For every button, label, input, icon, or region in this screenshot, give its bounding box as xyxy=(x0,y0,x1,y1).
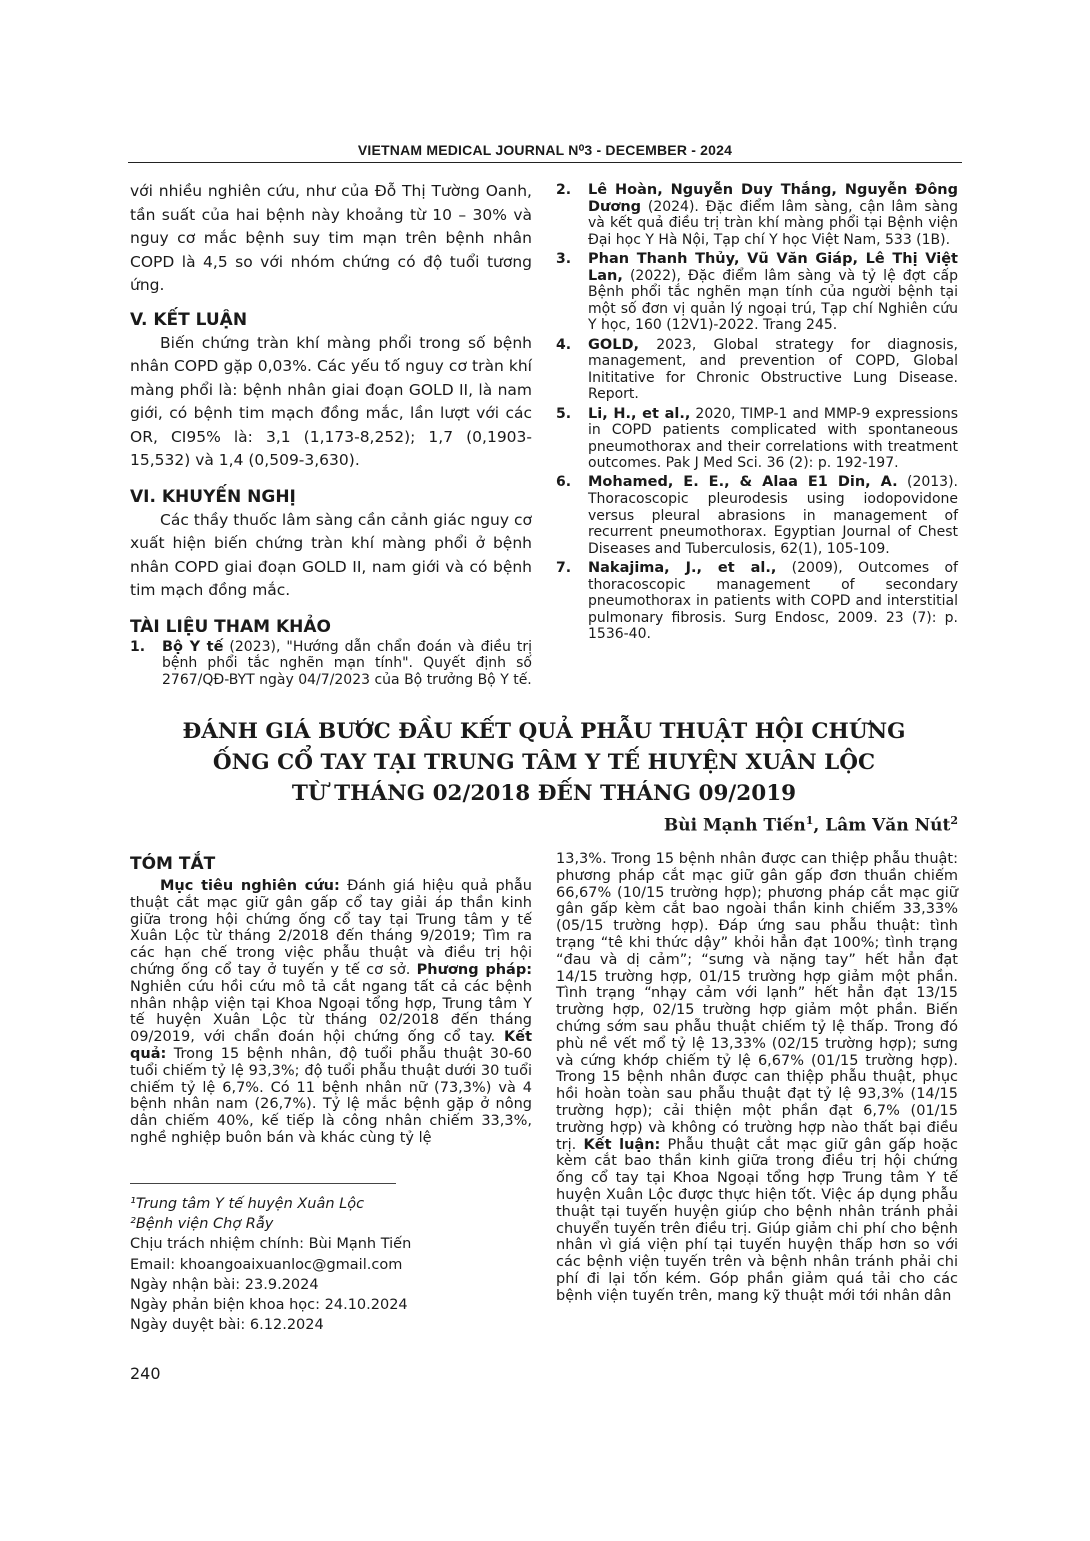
conclusion-text: Biến chứng tràn khí màng phổi trong số bệnh nhân COPD gặp 0,03%. Các yếu tố nguy cơ tràn khí màng phổi là: bệnh nhân giai đoạn GOLD II, là nam giới, có bệnh tim mạch đồng mắc, lần lượt với các OR, CI95% là: 3,1 (1,173-8,252); 1,7 (0,1903-15,532) và 1,4 (0,509-3,630). xyxy=(130,333,532,469)
author-separator: , xyxy=(813,815,826,836)
affiliation-1: ¹Trung tâm Y tế huyện Xuân Lộc xyxy=(130,1196,365,1212)
journal-header: VIETNAM MEDICAL JOURNAL N⁰3 - DECEMBER - 2024 xyxy=(357,142,733,158)
reference-text: (2022), Đặc điểm lâm sàng và tỷ lệ đợt cấp Bệnh phổi tắc nghẽn mạn tính của người bệnh tại một số đơn vị quản lý ngoại trú, Tạp chí Nghiên cứu Y học, 160 (12V1)-2022. Trang 245. xyxy=(588,267,958,334)
title-line-2: ỐNG CỔ TAY TẠI TRUNG TÂM Y TẾ HUYỆN XUÂN LỘC xyxy=(212,750,876,775)
reference-item xyxy=(556,251,958,334)
footnotes xyxy=(130,1194,532,1335)
reference-text: (2013). Thoracoscopic pleurodesis using iodopovidone versus pleural abrasions in management of recurrent pneumothorax. Egyptian Journal of Chest Diseases and Tuberculosis, 62(1), 105-109. xyxy=(588,474,958,557)
reference-number: 6. xyxy=(556,474,572,491)
author-name: Bùi Mạnh Tiến xyxy=(663,815,806,836)
reference-number: 1. xyxy=(130,638,146,655)
reference-item xyxy=(130,639,532,689)
reference-number: 5. xyxy=(556,405,572,422)
title-line-1: ĐÁNH GIÁ BƯỚC ĐẦU KẾT QUẢ PHẪU THUẬT HỘI CHỨNG xyxy=(182,719,906,744)
reference-text: 2023, Global strategy for diagnosis, management, and prevention of COPD, Global Inititative for Chronic Obstructive Lung Disease. Report. xyxy=(588,336,958,403)
reference-authors: Li, H., et al., xyxy=(588,405,691,422)
reference-text: (2023), "Hướng dẫn chẩn đoán và điều trị bệnh phổi tắc nghẽn mạn tính". Quyết định số 2767/QĐ-BYT ngày 04/7/2023 của Bộ trưởng Bộ Y tế. xyxy=(162,638,532,688)
recommendation-text: Các thầy thuốc lâm sàng cần cảnh giác nguy cơ xuất hiện biến chứng tràn khí màng phổi ở bệnh nhân COPD giai đoạn GOLD II, nam giới và có bệnh tim mạch đồng mắc. xyxy=(130,510,532,599)
reference-item xyxy=(556,560,958,643)
reference-authors: Mohamed, E. E., & Alaa E1 Din, A. xyxy=(588,474,898,491)
abstract-result: Trong 15 bệnh nhân, độ tuổi phẫu thuật 30-60 tuổi chiếm tỷ lệ 93,3%; độ tuổi phẫu thuật dưới 30 tuổi chiếm tỷ lệ 6,7%. Có 11 bệnh nhân nữ (73,3%) và 4 bệnh nhân nam (26,7%). Tỷ lệ mắc bệnh gặp ở nông dân chiếm 40%, kế tiếp là công nhân chiếm 33,3%, nghề nghiệp buôn bán và khác cùng tỷ lệ xyxy=(130,1045,532,1146)
affiliation-2: ²Bệnh viện Chợ Rẫy xyxy=(130,1216,274,1233)
section-heading-recommendation: VI. KHUYẾN NGHỊ xyxy=(130,486,296,507)
reference-list-left xyxy=(130,639,532,689)
page-number: 240 xyxy=(130,1364,161,1383)
reference-list-right xyxy=(556,182,958,643)
abstract-left xyxy=(130,852,532,1147)
abstract-paragraph xyxy=(130,878,532,1147)
reference-authors: Phan Thanh Thủy, Vũ Văn Giáp, Lê Thị Việt Lan, xyxy=(588,250,958,284)
header-rule xyxy=(128,162,962,163)
reference-item xyxy=(556,474,958,557)
reference-number: 2. xyxy=(556,182,572,198)
author-name: Lâm Văn Nút xyxy=(825,815,951,836)
contact-email: Email: khoangoaixuanloc@gmail.com xyxy=(130,1256,403,1273)
date-reviewed: Ngày phản biện khoa học: 24.10.2024 xyxy=(130,1297,408,1314)
reference-item xyxy=(556,182,958,248)
abstract-right xyxy=(556,851,958,1305)
article-authors xyxy=(664,814,958,836)
reference-text: (2024). Đặc điểm lâm sàng, cận lâm sàng và kết quả điều trị tràn khí màng phổi tại Bệnh viện Đại học Y Hà Nội, Tạp chí Y học Việt Nam, 533 (1B). xyxy=(588,198,958,248)
section-heading-conclusion: V. KẾT LUẬN xyxy=(130,309,248,330)
abstract-conclusion: Phẫu thuật cắt mạc giữ gân gấp hoặc kèm cắt bao thần kinh giữa trong điều trị hội chứng ống cổ tay tại Khoa Ngoại tổng hợp Trung tâm Y tế huyện Xuân Lộc được thực hiện tốt. Việc áp dụng phẫu thuật tại tuyến huyện giúp cho bệnh nhân tránh phải chuyển tuyến trên điều trị. Giúp giảm chi phí cho bệnh nhân vì giá viện phí tại tuyến huyện thấp hơn so với các bệnh viện tuyến trên và bệnh nhân tránh phải chi phí đi lại tốn kém. Góp phần giảm quá tải cho các bệnh viện tuyến trên, mang kỹ thuật mới tới nhân dân xyxy=(556,1136,959,1304)
abstract-method: Nghiên cứu hồi cứu mô tả cắt ngang tất cả các bệnh nhân nhập viện tại Khoa Ngoại tổng hợp, Trung tâm Y tế huyện Xuân Lộc từ tháng 02/2018 đến tháng 09/2019, với chẩn đoán hội chứng ống cổ tay. xyxy=(130,978,532,1046)
reference-item xyxy=(556,406,958,472)
title-line-3: TỪ THÁNG 02/2018 ĐẾN THÁNG 09/2019 xyxy=(291,781,797,806)
reference-item xyxy=(556,337,958,403)
responsible-author: Chịu trách nhiệm chính: Bùi Mạnh Tiến xyxy=(130,1236,412,1253)
reference-authors: Lê Hoàn, Nguyễn Duy Thắng, Nguyễn Đông Dương xyxy=(588,182,958,215)
reference-authors: GOLD, xyxy=(588,336,640,353)
reference-number: 7. xyxy=(556,560,572,577)
abstract-continued xyxy=(556,851,958,1305)
abstract-label-result: Kết quả: xyxy=(130,1029,533,1062)
date-received: Ngày nhận bài: 23.9.2024 xyxy=(130,1276,319,1293)
abstract-heading: TÓM TẮT xyxy=(130,854,216,874)
right-column-references xyxy=(556,182,958,646)
footnote-rule xyxy=(130,1183,396,1184)
reference-authors: Nakajima, J., et al., xyxy=(588,560,777,577)
section-heading-references: TÀI LIỆU THAM KHẢO xyxy=(130,616,331,637)
author-affiliation-mark: 2 xyxy=(950,814,958,827)
reference-number: 4. xyxy=(556,336,572,353)
date-accepted: Ngày duyệt bài: 6.12.2024 xyxy=(130,1317,324,1334)
reference-number: 3. xyxy=(556,250,572,267)
author-affiliation-mark: 1 xyxy=(805,814,814,827)
abstract-label-method: Phương pháp: xyxy=(416,961,532,978)
abstract-objective: Đánh giá hiệu quả phẫu thuật cắt mạc giữ gân gấp cổ tay giải áp thần kinh giữa trong hội chứng ống cổ tay tại Trung tâm y tế Xuân Lộc từ tháng 2/2018 đến tháng 9/2019; Tìm ra các hạn chế trong việc phẫu thuật và điều trị hội chứng ống cổ tay ở tuyến y tế cơ sở. xyxy=(130,878,532,978)
reference-text: 2020, TIMP-1 and MMP-9 expressions in COPD patients complicated with spontaneous pneumothorax and their correlations with treatment outcomes. Pak J Med Sci. 36 (2): p. 192-197. xyxy=(588,405,958,472)
intro-paragraph: với nhiều nghiên cứu, như của Đỗ Thị Tường Oanh, tần suất của hai bệnh này khoảng từ 10 – 30% và nguy cơ mắc bệnh suy tim mạn trên bệnh nhân COPD là 4,5 so với nhóm chứng có độ tuổi tương ứng. xyxy=(130,182,532,294)
abstract-label-objective: Mục tiêu nghiên cứu: xyxy=(160,878,340,894)
abstract-label-conclusion: Kết luận: xyxy=(583,1136,661,1153)
reference-text: (2009), Outcomes of thoracoscopic management of secondary pneumothorax in patients with COPD and interstitial pulmonary fibrosis. Surg Endosc, 2009. 23 (7): p. 1536-40. xyxy=(588,560,958,643)
abstract-result-continued: 13,3%. Trong 15 bệnh nhân được can thiệp phẫu thuật: phương pháp cắt mạc giữ gân gấp đơn thuần chiếm 66,67% (10/15 trường hợp); phương pháp cắt mạc giữ gân gấp kèm cắt bao ngoài thần kinh chiếm 33,33% (05/15 trường hợp). Đáp ứng sau phẫu thuật: tình trạng “tê khi thức dậy” khỏi hẳn đạt 100%; tình trạng “đau và dị cảm”; “sưng và nặng tay” hết hẳn đạt 14/15 trường hợp, 01/15 trường hợp giảm một phần. Tình trạng “nhạy cảm với lạnh” hết hẳn đạt 13/15 trường hợp, 02/15 trường hợp giảm một phần. Biến chứng sớm sau phẫu thuật chiếm tỷ lệ thấp. Trong đó phù nề vết mổ tỷ lệ 13,33% (02/15 trường hợp); sưng và cứng khớp chiếm tỷ lệ 6,67% (01/15 trường hợp). Trong 15 bệnh nhân được can thiệp phẫu thuật, phục hồi hoàn toàn sau phẫu thuật đạt tỷ lệ 93,3% (14/15 trường hợp); cải thiện một phần đạt 6,7% (01/15 trường hợp) và không có trường hợp nào thất bại điều trị. xyxy=(556,851,958,1153)
reference-authors: Bộ Y tế xyxy=(162,638,224,655)
left-column-top xyxy=(130,180,532,691)
article-title xyxy=(130,716,958,809)
